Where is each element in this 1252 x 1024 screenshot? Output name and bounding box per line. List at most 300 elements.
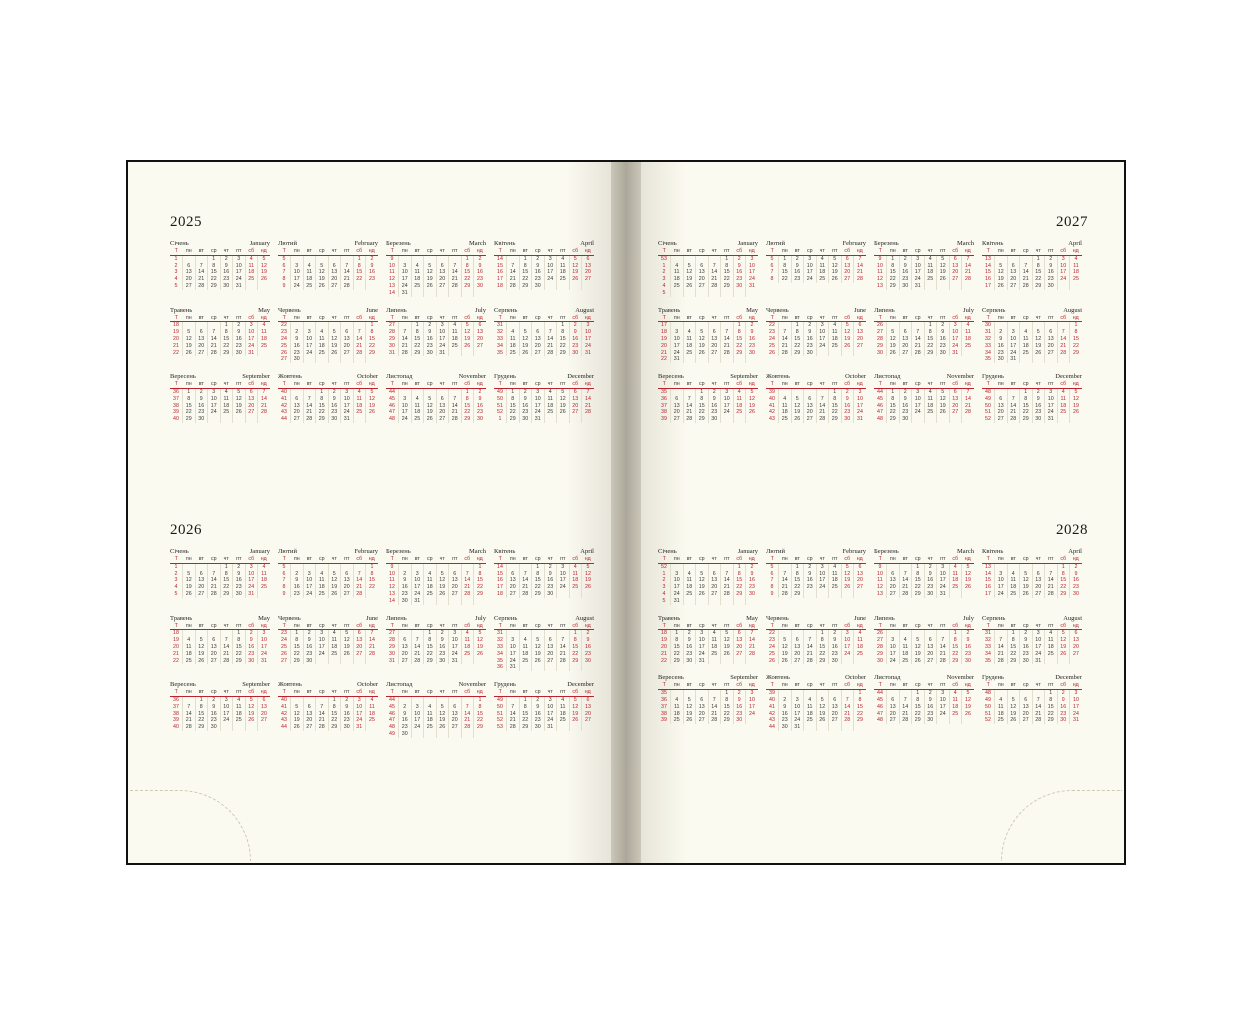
day-cell[interactable]: 6 (586, 255, 590, 262)
day-cell[interactable]: 14 (841, 704, 854, 711)
day-cell[interactable]: 2 (733, 690, 746, 697)
day-cell[interactable]: 20 (341, 343, 354, 350)
day-cell[interactable]: 22 (924, 343, 937, 350)
day-cell[interactable]: 20 (399, 651, 412, 658)
day-cell[interactable]: 8 (220, 329, 233, 336)
day-cell[interactable]: 3 (316, 630, 329, 637)
day-cell[interactable] (195, 322, 208, 329)
day-cell[interactable]: 4 (949, 563, 962, 570)
day-cell[interactable]: 19 (995, 276, 1008, 283)
day-cell[interactable]: 11 (899, 644, 912, 651)
day-cell[interactable]: 24 (841, 651, 854, 658)
day-cell[interactable] (353, 283, 366, 290)
day-cell[interactable]: 25 (829, 584, 842, 591)
day-cell[interactable]: 8 (316, 396, 329, 403)
day-cell[interactable] (779, 630, 792, 637)
day-cell[interactable]: 8 (461, 396, 474, 403)
day-cell[interactable]: 2 (478, 389, 482, 396)
day-cell[interactable] (1007, 322, 1020, 329)
day-cell[interactable] (791, 690, 804, 697)
day-cell[interactable]: 3 (291, 263, 304, 270)
day-cell[interactable]: 28 (965, 409, 971, 416)
day-cell[interactable]: 15 (183, 403, 196, 410)
day-cell[interactable]: 21 (899, 584, 912, 591)
day-cell[interactable] (671, 690, 684, 697)
day-cell[interactable]: 23 (544, 584, 557, 591)
day-cell[interactable] (461, 696, 474, 703)
day-cell[interactable]: 14 (544, 336, 557, 343)
day-cell[interactable]: 23 (1032, 409, 1045, 416)
day-cell[interactable] (1007, 388, 1020, 395)
day-cell[interactable]: 23 (195, 409, 208, 416)
day-cell[interactable]: 13 (195, 577, 208, 584)
day-cell[interactable] (708, 690, 721, 697)
day-cell[interactable] (995, 388, 1008, 395)
day-cell[interactable] (1057, 356, 1070, 363)
day-cell[interactable]: 18 (949, 577, 962, 584)
day-cell[interactable]: 11 (733, 396, 746, 403)
day-cell[interactable]: 16 (779, 711, 792, 718)
day-cell[interactable]: 27 (857, 584, 863, 591)
day-cell[interactable] (569, 283, 582, 290)
day-cell[interactable] (816, 724, 829, 731)
day-cell[interactable]: 3 (399, 396, 412, 403)
day-cell[interactable] (474, 350, 487, 357)
day-cell[interactable]: 22 (477, 717, 483, 724)
day-cell[interactable]: 15 (369, 577, 375, 584)
day-cell[interactable] (258, 724, 271, 731)
day-cell[interactable]: 21 (683, 409, 696, 416)
day-cell[interactable] (1070, 283, 1083, 290)
day-cell[interactable]: 3 (750, 690, 754, 697)
day-cell[interactable]: 7 (1020, 263, 1033, 270)
day-cell[interactable]: 9 (328, 396, 341, 403)
day-cell[interactable]: 6 (353, 630, 366, 637)
day-cell[interactable]: 10 (303, 336, 316, 343)
day-cell[interactable]: 30 (749, 349, 755, 356)
day-cell[interactable]: 31 (449, 658, 462, 665)
day-cell[interactable]: 4 (1007, 571, 1020, 578)
day-cell[interactable]: 24 (1007, 350, 1020, 357)
day-cell[interactable]: 3 (937, 690, 950, 697)
day-cell[interactable]: 6 (544, 637, 557, 644)
day-cell[interactable]: 14 (195, 269, 208, 276)
day-cell[interactable]: 30 (328, 416, 341, 423)
day-cell[interactable]: 23 (749, 342, 755, 349)
day-cell[interactable]: 16 (233, 336, 246, 343)
day-cell[interactable] (399, 563, 412, 570)
day-cell[interactable]: 28 (261, 409, 267, 416)
day-cell[interactable] (411, 731, 424, 738)
day-cell[interactable]: 30 (291, 356, 304, 363)
day-cell[interactable]: 24 (353, 717, 366, 724)
day-cell[interactable]: 19 (1007, 711, 1020, 718)
day-cell[interactable]: 8 (912, 697, 925, 704)
day-cell[interactable]: 13 (924, 644, 937, 651)
day-cell[interactable]: 26 (683, 717, 696, 724)
day-cell[interactable]: 27 (449, 724, 462, 731)
day-cell[interactable]: 24 (233, 276, 246, 283)
day-cell[interactable]: 9 (841, 396, 854, 403)
day-cell[interactable]: 2 (899, 388, 912, 395)
day-cell[interactable]: 19 (328, 343, 341, 350)
day-cell[interactable]: 13 (791, 644, 804, 651)
day-cell[interactable]: 23 (995, 350, 1008, 357)
day-cell[interactable]: 20 (328, 276, 341, 283)
day-cell[interactable]: 29 (671, 658, 684, 665)
day-cell[interactable]: 29 (791, 350, 804, 357)
day-cell[interactable]: 16 (899, 403, 912, 410)
day-cell[interactable]: 6 (671, 396, 684, 403)
day-cell[interactable] (245, 724, 258, 731)
day-cell[interactable]: 17 (399, 409, 412, 416)
day-cell[interactable]: 3 (995, 571, 1008, 578)
day-cell[interactable]: 26 (841, 584, 854, 591)
day-cell[interactable]: 15 (829, 403, 842, 410)
day-cell[interactable]: 28 (749, 650, 755, 657)
day-cell[interactable]: 22 (183, 409, 196, 416)
day-cell[interactable]: 18 (461, 644, 474, 651)
day-cell[interactable]: 20 (857, 577, 863, 584)
day-cell[interactable]: 5 (1007, 697, 1020, 704)
day-cell[interactable]: 23 (841, 409, 854, 416)
day-cell[interactable]: 8 (1045, 697, 1058, 704)
day-cell[interactable]: 19 (532, 651, 545, 658)
day-cell[interactable]: 9 (532, 263, 545, 270)
day-cell[interactable]: 4 (519, 637, 532, 644)
day-cell[interactable]: 25 (233, 717, 246, 724)
day-cell[interactable]: 20 (449, 584, 462, 591)
day-cell[interactable]: 22 (887, 276, 900, 283)
day-cell[interactable]: 1 (370, 322, 374, 329)
day-cell[interactable]: 30 (829, 658, 842, 665)
day-cell[interactable] (854, 591, 867, 598)
day-cell[interactable]: 7 (779, 329, 792, 336)
day-cell[interactable]: 8 (1020, 396, 1033, 403)
day-cell[interactable]: 1 (220, 322, 233, 329)
day-cell[interactable]: 1 (195, 696, 208, 703)
day-cell[interactable]: 20 (1073, 644, 1079, 651)
day-cell[interactable]: 7 (507, 704, 520, 711)
day-cell[interactable]: 19 (424, 409, 437, 416)
day-cell[interactable] (841, 591, 854, 598)
day-cell[interactable]: 21 (353, 584, 366, 591)
day-cell[interactable]: 8 (791, 329, 804, 336)
day-cell[interactable]: 9 (779, 704, 792, 711)
day-cell[interactable]: 4 (1057, 388, 1070, 395)
day-cell[interactable]: 16 (733, 704, 746, 711)
day-cell[interactable]: 21 (965, 269, 971, 276)
day-cell[interactable] (233, 724, 246, 731)
day-cell[interactable]: 27 (841, 276, 854, 283)
day-cell[interactable]: 25 (671, 717, 684, 724)
day-cell[interactable]: 22 (316, 409, 329, 416)
day-cell[interactable]: 16 (532, 711, 545, 718)
day-cell[interactable]: 6 (1074, 630, 1078, 637)
day-cell[interactable]: 24 (341, 409, 354, 416)
day-cell[interactable]: 9 (478, 262, 482, 269)
day-cell[interactable]: 25 (683, 591, 696, 598)
day-cell[interactable]: 5 (779, 637, 792, 644)
day-cell[interactable]: 2 (399, 571, 412, 578)
day-cell[interactable]: 8 (233, 637, 246, 644)
day-cell[interactable]: 6 (586, 697, 590, 704)
day-cell[interactable] (507, 322, 520, 329)
day-cell[interactable] (474, 731, 487, 738)
day-cell[interactable] (316, 322, 329, 329)
day-cell[interactable] (696, 356, 709, 363)
day-cell[interactable]: 25 (261, 342, 267, 349)
day-cell[interactable]: 11 (424, 711, 437, 718)
day-cell[interactable] (569, 664, 582, 671)
day-cell[interactable]: 22 (519, 276, 532, 283)
day-cell[interactable]: 4 (316, 329, 329, 336)
day-cell[interactable] (962, 283, 975, 290)
day-cell[interactable] (995, 630, 1008, 637)
day-cell[interactable] (887, 690, 900, 697)
day-cell[interactable] (569, 416, 582, 423)
day-cell[interactable] (829, 350, 842, 357)
day-cell[interactable]: 1 (478, 563, 482, 570)
day-cell[interactable]: 31 (937, 591, 950, 598)
day-cell[interactable]: 27 (1032, 591, 1045, 598)
day-cell[interactable]: 29 (233, 658, 246, 665)
day-cell[interactable]: 7 (449, 396, 462, 403)
day-cell[interactable]: 7 (995, 637, 1008, 644)
day-cell[interactable]: 17 (245, 577, 258, 584)
day-cell[interactable]: 10 (721, 396, 734, 403)
day-cell[interactable]: 22 (461, 276, 474, 283)
day-cell[interactable]: 24 (544, 276, 557, 283)
day-cell[interactable]: 29 (829, 416, 842, 423)
day-cell[interactable]: 30 (683, 658, 696, 665)
day-cell[interactable] (671, 255, 684, 262)
day-cell[interactable]: 22 (779, 276, 792, 283)
day-cell[interactable]: 12 (937, 263, 950, 270)
day-cell[interactable]: 4 (924, 255, 937, 262)
day-cell[interactable]: 7 (899, 571, 912, 578)
day-cell[interactable]: 15 (328, 711, 341, 718)
day-cell[interactable]: 24 (816, 584, 829, 591)
day-cell[interactable] (937, 717, 950, 724)
day-cell[interactable]: 25 (519, 658, 532, 665)
day-cell[interactable]: 17 (791, 711, 804, 718)
day-cell[interactable]: 20 (261, 710, 267, 717)
day-cell[interactable]: 10 (436, 329, 449, 336)
day-cell[interactable]: 26 (532, 658, 545, 665)
day-cell[interactable] (708, 598, 721, 605)
day-cell[interactable] (449, 731, 462, 738)
day-cell[interactable]: 9 (399, 577, 412, 584)
day-cell[interactable]: 13 (341, 577, 354, 584)
day-cell[interactable]: 25 (924, 409, 937, 416)
day-cell[interactable]: 27 (887, 717, 900, 724)
day-cell[interactable]: 13 (1045, 336, 1058, 343)
day-cell[interactable] (841, 658, 854, 665)
day-cell[interactable]: 13 (449, 577, 462, 584)
day-cell[interactable]: 16 (436, 644, 449, 651)
day-cell[interactable]: 28 (316, 724, 329, 731)
day-cell[interactable] (683, 322, 696, 329)
day-cell[interactable] (1020, 356, 1033, 363)
day-cell[interactable]: 28 (721, 591, 734, 598)
day-cell[interactable]: 14 (519, 577, 532, 584)
day-cell[interactable] (544, 630, 557, 637)
day-cell[interactable]: 27 (328, 283, 341, 290)
day-cell[interactable] (721, 290, 734, 297)
day-cell[interactable]: 3 (750, 255, 754, 262)
day-cell[interactable]: 12 (791, 403, 804, 410)
day-cell[interactable]: 15 (220, 336, 233, 343)
day-cell[interactable]: 11 (261, 570, 267, 577)
day-cell[interactable]: 23 (899, 409, 912, 416)
day-cell[interactable] (557, 724, 570, 731)
day-cell[interactable]: 22 (733, 343, 746, 350)
day-cell[interactable] (582, 724, 595, 731)
day-cell[interactable] (683, 290, 696, 297)
day-cell[interactable]: 16 (369, 269, 375, 276)
day-cell[interactable]: 8 (370, 570, 374, 577)
day-cell[interactable]: 27 (585, 276, 591, 283)
day-cell[interactable] (519, 322, 532, 329)
day-cell[interactable]: 19 (887, 343, 900, 350)
day-cell[interactable]: 19 (519, 343, 532, 350)
day-cell[interactable]: 5 (262, 255, 266, 262)
day-cell[interactable]: 21 (461, 584, 474, 591)
day-cell[interactable]: 22 (912, 711, 925, 718)
day-cell[interactable]: 10 (245, 329, 258, 336)
day-cell[interactable]: 5 (424, 396, 437, 403)
day-cell[interactable]: 2 (804, 563, 817, 570)
day-cell[interactable] (924, 630, 937, 637)
day-cell[interactable]: 15 (791, 336, 804, 343)
day-cell[interactable]: 20 (829, 711, 842, 718)
day-cell[interactable]: 10 (1073, 697, 1079, 704)
day-cell[interactable]: 6 (532, 329, 545, 336)
day-cell[interactable]: 13 (261, 703, 267, 710)
day-cell[interactable] (366, 658, 379, 665)
day-cell[interactable]: 11 (671, 269, 684, 276)
day-cell[interactable]: 27 (183, 283, 196, 290)
day-cell[interactable]: 22 (353, 276, 366, 283)
day-cell[interactable] (366, 283, 379, 290)
day-cell[interactable]: 22 (1073, 342, 1079, 349)
day-cell[interactable]: 19 (841, 577, 854, 584)
day-cell[interactable]: 17 (449, 644, 462, 651)
day-cell[interactable]: 9 (733, 263, 746, 270)
day-cell[interactable]: 18 (949, 704, 962, 711)
day-cell[interactable]: 8 (671, 637, 684, 644)
day-cell[interactable]: 17 (721, 403, 734, 410)
day-cell[interactable]: 6 (733, 630, 746, 637)
day-cell[interactable]: 4 (569, 563, 582, 570)
day-cell[interactable]: 30 (733, 283, 746, 290)
day-cell[interactable] (353, 563, 366, 570)
day-cell[interactable]: 18 (424, 717, 437, 724)
day-cell[interactable]: 27 (291, 416, 304, 423)
day-cell[interactable]: 20 (449, 717, 462, 724)
day-cell[interactable]: 15 (1020, 403, 1033, 410)
day-cell[interactable]: 19 (195, 651, 208, 658)
day-cell[interactable]: 6 (1007, 263, 1020, 270)
day-cell[interactable]: 16 (399, 717, 412, 724)
day-cell[interactable] (303, 388, 316, 395)
day-cell[interactable]: 6 (899, 329, 912, 336)
day-cell[interactable]: 7 (708, 263, 721, 270)
day-cell[interactable]: 29 (461, 416, 474, 423)
day-cell[interactable]: 3 (887, 637, 900, 644)
day-cell[interactable]: 13 (1073, 637, 1079, 644)
day-cell[interactable]: 30 (1032, 416, 1045, 423)
day-cell[interactable] (721, 416, 734, 423)
day-cell[interactable]: 4 (233, 696, 246, 703)
day-cell[interactable]: 6 (449, 704, 462, 711)
day-cell[interactable]: 30 (1020, 658, 1033, 665)
day-cell[interactable]: 12 (683, 269, 696, 276)
day-cell[interactable]: 12 (887, 336, 900, 343)
day-cell[interactable]: 17 (1057, 269, 1070, 276)
day-cell[interactable] (899, 630, 912, 637)
day-cell[interactable]: 9 (1057, 697, 1070, 704)
day-cell[interactable]: 30 (1045, 283, 1058, 290)
day-cell[interactable] (291, 388, 304, 395)
day-cell[interactable]: 21 (507, 717, 520, 724)
day-cell[interactable] (1057, 283, 1070, 290)
day-cell[interactable]: 18 (369, 710, 375, 717)
day-cell[interactable]: 25 (369, 717, 375, 724)
day-cell[interactable]: 14 (816, 403, 829, 410)
day-cell[interactable]: 6 (449, 571, 462, 578)
day-cell[interactable]: 15 (291, 644, 304, 651)
day-cell[interactable]: 23 (220, 276, 233, 283)
day-cell[interactable]: 5 (316, 263, 329, 270)
day-cell[interactable] (399, 696, 412, 703)
day-cell[interactable]: 8 (507, 396, 520, 403)
day-cell[interactable] (1007, 690, 1020, 697)
day-cell[interactable]: 2 (291, 329, 304, 336)
day-cell[interactable]: 8 (411, 329, 424, 336)
day-cell[interactable]: 28 (195, 283, 208, 290)
day-cell[interactable]: 8 (183, 396, 196, 403)
day-cell[interactable]: 19 (557, 403, 570, 410)
day-cell[interactable]: 2 (291, 571, 304, 578)
day-cell[interactable]: 5 (1074, 389, 1078, 396)
day-cell[interactable]: 15 (353, 269, 366, 276)
day-cell[interactable] (328, 322, 341, 329)
day-cell[interactable]: 28 (708, 717, 721, 724)
day-cell[interactable] (779, 322, 792, 329)
day-cell[interactable]: 13 (829, 704, 842, 711)
day-cell[interactable]: 3 (1032, 630, 1045, 637)
day-cell[interactable]: 13 (841, 263, 854, 270)
day-cell[interactable]: 7 (1007, 396, 1020, 403)
day-cell[interactable]: 6 (262, 697, 266, 704)
day-cell[interactable]: 21 (507, 276, 520, 283)
day-cell[interactable]: 29 (721, 717, 734, 724)
day-cell[interactable]: 22 (912, 584, 925, 591)
day-cell[interactable]: 8 (1007, 637, 1020, 644)
day-cell[interactable]: 30 (924, 717, 937, 724)
day-cell[interactable]: 15 (857, 703, 863, 710)
day-cell[interactable]: 7 (858, 255, 862, 262)
day-cell[interactable]: 5 (791, 396, 804, 403)
day-cell[interactable]: 18 (411, 409, 424, 416)
day-cell[interactable]: 15 (557, 336, 570, 343)
day-cell[interactable]: 30 (436, 658, 449, 665)
day-cell[interactable]: 5 (995, 263, 1008, 270)
day-cell[interactable]: 23 (477, 276, 483, 283)
day-cell[interactable]: 10 (816, 571, 829, 578)
